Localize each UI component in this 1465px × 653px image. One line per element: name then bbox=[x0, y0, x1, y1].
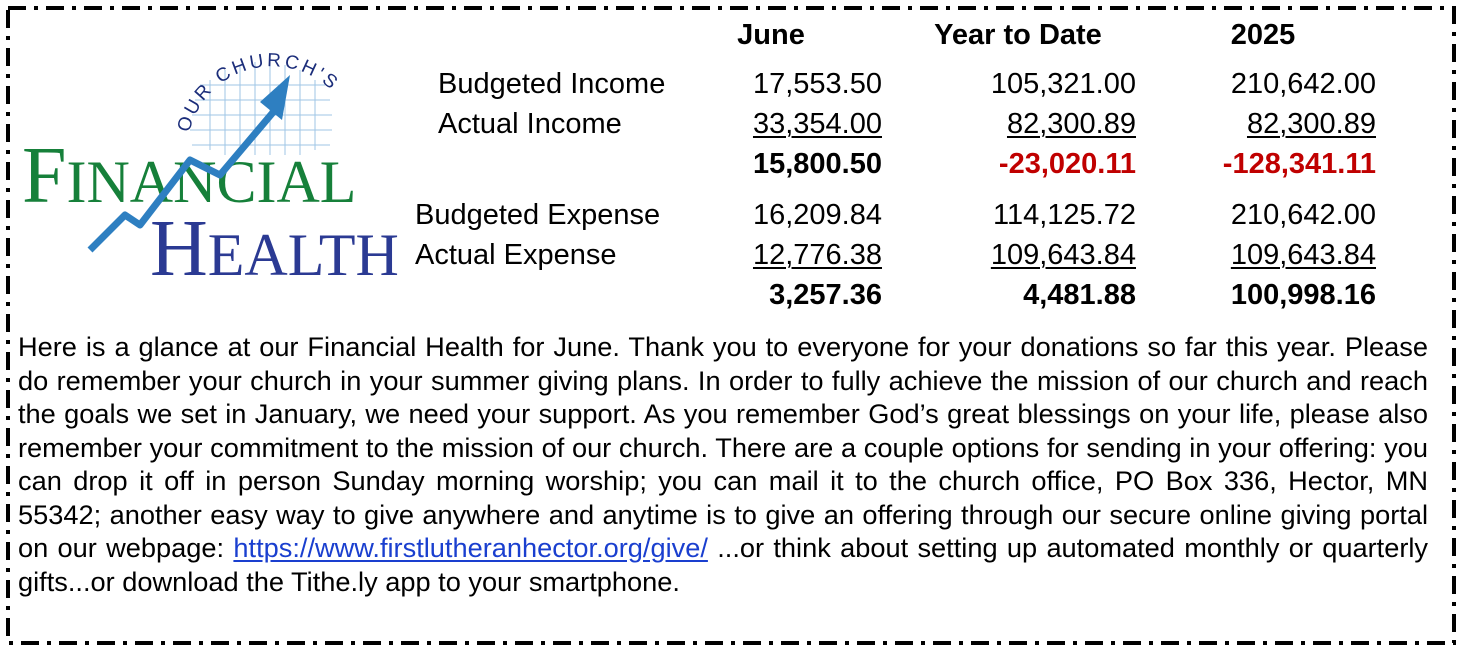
header-june: June bbox=[737, 19, 805, 51]
label-budgeted-income: Budgeted Income bbox=[438, 68, 666, 100]
actual-expense-june: 12,776.38 bbox=[752, 239, 882, 271]
budgeted-expense-ytd: 114,125.72 bbox=[993, 199, 1136, 231]
income-difference-ytd: -23,020.11 bbox=[998, 148, 1136, 180]
message-paragraph bbox=[18, 330, 1428, 598]
header-year-to-date: Year to Date bbox=[934, 19, 1102, 51]
actual-expense-2025: 109,643.84 bbox=[1230, 239, 1376, 271]
label-actual-income: Actual Income bbox=[438, 108, 622, 140]
budgeted-income-ytd: 105,321.00 bbox=[990, 68, 1136, 100]
actual-expense-ytd: 109,643.84 bbox=[990, 239, 1136, 271]
logo-health-text: HEALTH bbox=[150, 205, 399, 290]
financial-health-logo bbox=[20, 40, 420, 290]
budgeted-income-2025: 210,642.00 bbox=[1230, 68, 1376, 100]
give-link[interactable]: https://www.firstlutheranhector.org/give/ bbox=[233, 532, 708, 563]
message-text-after-link: ...or think about setting up automated monthly or quarterly gifts...or download the Tithe.ly app to your smartphone. bbox=[18, 532, 1429, 597]
income-difference-2025: -128,341.11 bbox=[1222, 148, 1376, 180]
expense-difference-2025: 100,998.16 bbox=[1230, 279, 1376, 311]
logo-arc-text: OUR CHURCH'S bbox=[173, 50, 344, 135]
label-budgeted-expense: Budgeted Expense bbox=[415, 199, 661, 231]
actual-income-june: 33,354.00 bbox=[752, 108, 882, 140]
logo-financial-rest: INANCIAL bbox=[66, 149, 357, 215]
actual-income-2025: 82,300.89 bbox=[1246, 108, 1376, 140]
expense-difference-ytd: 4,481.88 bbox=[1023, 279, 1136, 311]
label-actual-expense: Actual Expense bbox=[415, 239, 617, 271]
message-text-before-link: Here is a glance at our Financial Health for June. Thank you to everyone for your donations so far this year. Please do remember your church in your summer giving plans. In order to fully achieve the mission of our church and reach the goals we set in January, we need your support. As you remember God’s great blessings on your life, please also remember your commitment to the mission of our church. There are a couple options for sending in your offering: you can drop it off in person Sunday morning worship; you can mail it to the church office, PO Box 336, Hector, MN 55342; another easy way to give anywhere and anytime is to give an offering through our secure online giving portal on our webpage: bbox=[18, 331, 1428, 563]
budgeted-expense-june: 16,209.84 bbox=[752, 199, 882, 231]
budgeted-income-june: 17,553.50 bbox=[752, 68, 882, 100]
budgeted-expense-2025: 210,642.00 bbox=[1230, 199, 1376, 231]
header-2025: 2025 bbox=[1230, 19, 1296, 51]
expense-difference-june: 3,257.36 bbox=[769, 279, 882, 311]
income-difference-june: 15,800.50 bbox=[752, 148, 882, 180]
actual-income-ytd: 82,300.89 bbox=[1006, 108, 1136, 140]
logo-financial-text: FINANCIAL bbox=[22, 132, 357, 220]
